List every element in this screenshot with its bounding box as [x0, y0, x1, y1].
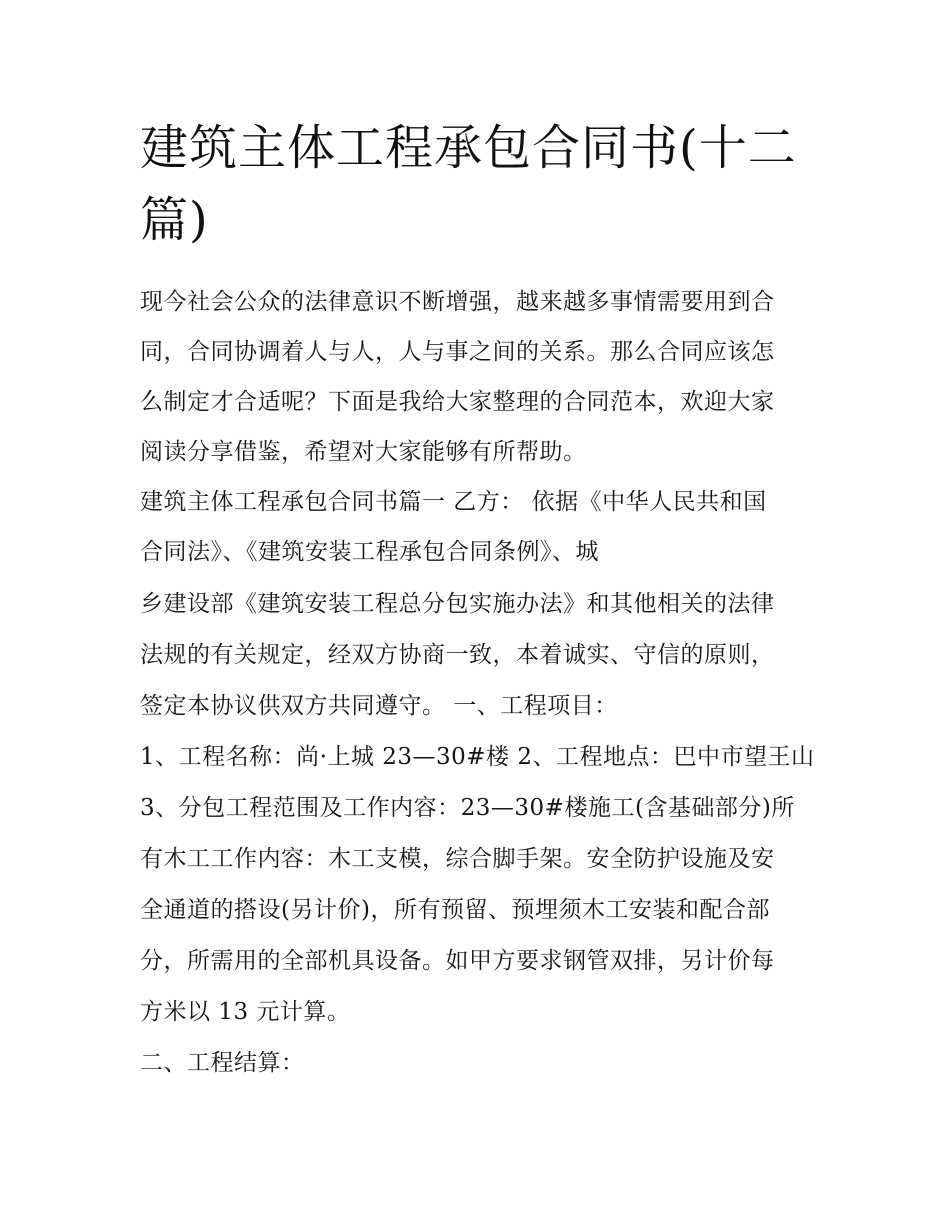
- body-line: 阅读分享借鉴，希望对大家能够有所帮助。: [140, 439, 587, 465]
- body-line: 全通道的搭设(另计价)，所有预留、预埋须木工安装和配合部: [140, 897, 770, 923]
- body-line: 1、工程名称：尚·上城 23—30#楼 2、工程地点：巴中市望王山: [140, 744, 815, 770]
- body-line: 分，所需用的全部机具设备。如甲方要求钢管双排，另计价每: [140, 948, 775, 974]
- body-line: 3、分包工程范围及工作内容：23—30#楼施工(含基础部分)所: [140, 795, 795, 821]
- body-line: 合同法》、《建筑安装工程承包合同条例》、城: [140, 539, 599, 565]
- body-line: 现今社会公众的法律意识不断增强，越来越多事情需要用到合: [140, 289, 775, 315]
- section-heading: 二、工程结算：: [140, 1050, 305, 1076]
- body-line: 法规的有关规定，经双方协商一致，本着诚实、守信的原则，: [140, 642, 775, 668]
- body-line: 建筑主体工程承包合同书篇一 乙方： 依据《中华人民共和国: [140, 489, 767, 515]
- body-line: 同，合同协调着人与人，人与事之间的关系。那么合同应该怎: [140, 339, 775, 365]
- title-line-1: 建筑主体工程承包合同书(十二: [140, 120, 797, 176]
- title-line-2: 篇): [140, 192, 209, 248]
- body-line: 有木工工作内容：木工支模，综合脚手架。安全防护设施及安: [140, 846, 775, 872]
- body-line: 方米以 13 元计算。: [140, 999, 351, 1025]
- document-title: [140, 112, 830, 256]
- body-line: 乡建设部《建筑安装工程总分包实施办法》和其他相关的法律: [140, 591, 775, 617]
- body-line: 签定本协议供双方共同遵守。 一、工程项目：: [140, 693, 618, 719]
- body-line: 么制定才合适呢？下面是我给大家整理的合同范本，欢迎大家: [140, 389, 775, 415]
